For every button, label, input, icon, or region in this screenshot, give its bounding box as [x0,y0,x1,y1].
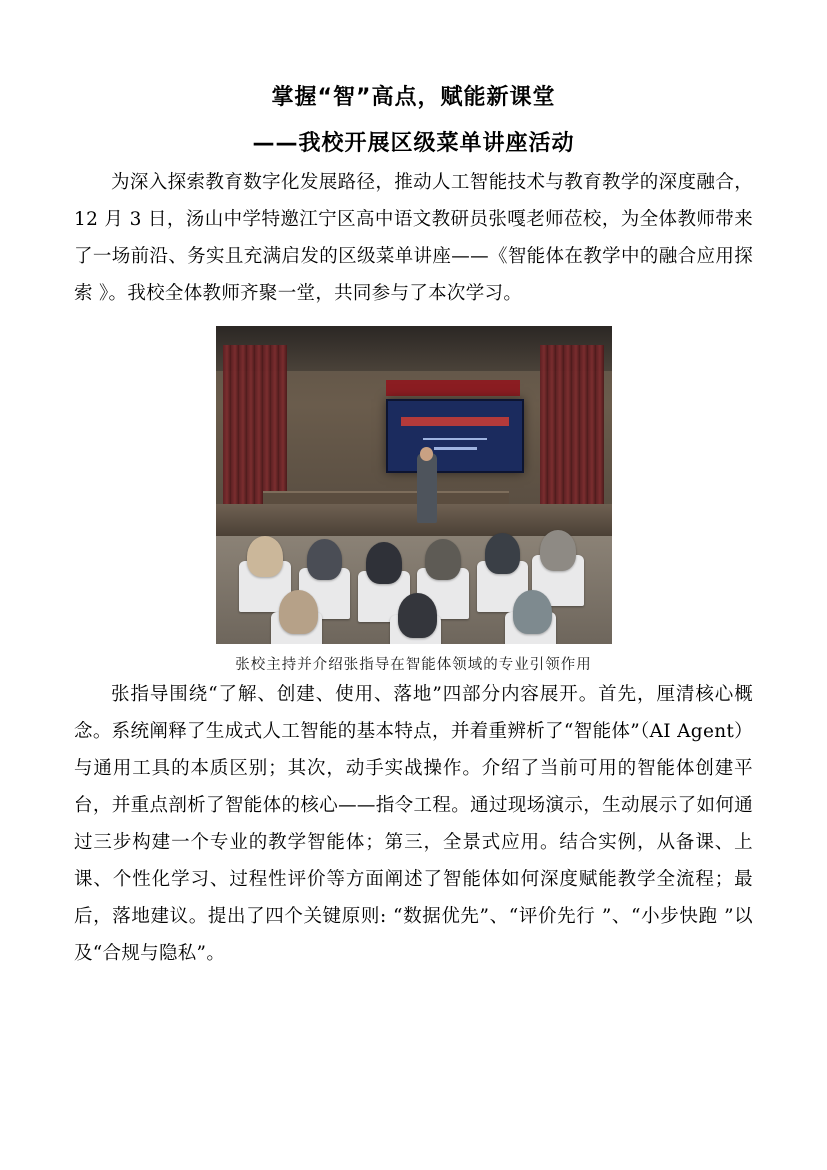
photo-screen-text-line [434,447,477,450]
figure-caption: 张校主持并介绍张指导在智能体领域的专业引领作用 [235,657,592,673]
page-subtitle: ——我校开展区级菜单讲座活动 [252,131,575,156]
photo-curtain-right [540,345,603,523]
page-title: 掌握“智”高点，赋能新课堂 [271,85,556,110]
photo-audience [279,590,319,635]
photo-audience [398,593,438,638]
photo-audience [485,533,521,574]
photo-audience [247,536,283,577]
photo-audience [366,542,402,583]
photo-projection-screen [386,399,525,473]
paragraph-content: 张指导围绕“了解、创建、使用、落地”四部分内容展开。首先，厘清核心概念。系统阐释了生成式人工智能的基本特点，并着重辨析了“智能体”（AI Agent）与通用工具的本质区别；其次，动手实战操作。介绍了当前可用的智能体创建平台，并重点剖析了智能体的核心——指令工程。通过现场演示，生动展示了如何通过三步构建一个专业的教学智能体；第三，全景式应用。结合实例，从备课、上课、个性化学习、过程性评价等方面阐述了智能体如何深度赋能教学全流程；最后，落地建议。提出了四个关键原则: “数据优先”、“评价先行 ”、“小步快跑 ”以及“合规与隐私”。 [74,684,753,964]
photo-audience [425,539,461,580]
document-title-block [74,78,753,164]
photo-audience [307,539,343,580]
photo-speaker-head [420,447,433,461]
photo-screen-text-line [423,438,488,441]
photo-audience [540,530,576,571]
paragraph-intro: 为深入探索教育数字化发展路径，推动人工智能技术与教育教学的深度融合，12 月 3 日，汤山中学特邀江宁区高中语文教研员张嘎老师莅校，为全体教师带来了一场前沿、务实且充满启发的区级菜单讲座——《智能体在教学中的融合应用探索 》。我校全体教师齐聚一堂，共同参与了本次学习。 [74,172,753,304]
figure-block [216,326,612,676]
photo-screen-title-bar [401,417,509,427]
lecture-photo [216,326,612,644]
photo-banner [386,380,521,396]
photo-speaker-body [417,453,437,523]
photo-audience [513,590,553,635]
